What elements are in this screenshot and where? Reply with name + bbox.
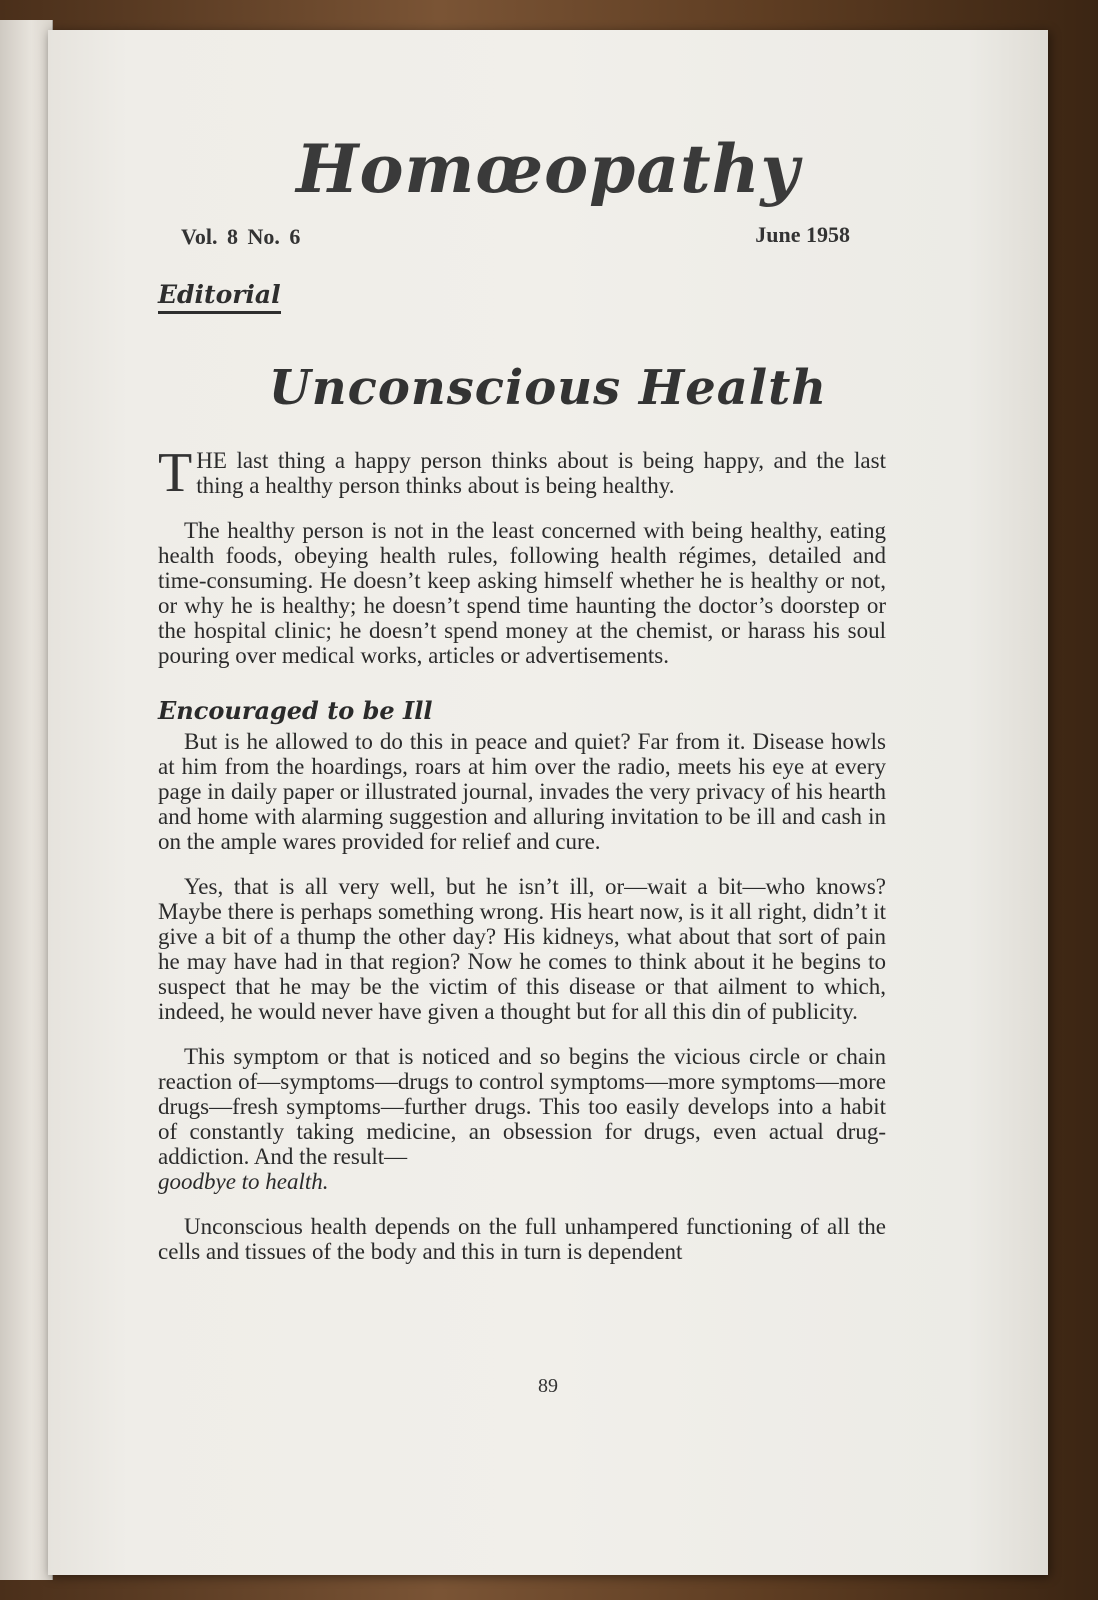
paragraph-5 — [158, 1044, 886, 1194]
paragraph-4: Yes, that is all very well, but he isn’t ill, or—wait a bit—who knows? Maybe there is perhaps something wrong. His heart now, is it all right, didn’t it give a bit of a thump the other day? His kidneys, what about that sort of pain he may have had in that region? Now he comes to think about it he begins to suspect that he may be the victim of this disease or that ailment to which, indeed, he would never have given a thought but for all this din of publicity. — [158, 874, 886, 1024]
subheading: Encouraged to be Ill — [158, 696, 433, 725]
issue-date: June 1958 — [755, 222, 850, 247]
paragraph-5-text: This symptom or that is noticed and so begins the vicious circle or chain reaction of—symptoms—drugs to control symptoms—more symptoms—more drugs—fresh symptoms—further drugs. This too easily develops into a habit of constantly taking medicine, an obsession for drugs, even actual drug-addiction. And the result— — [158, 1044, 886, 1169]
paragraph-1-text: HE last thing a happy person thinks about is being happy, and the last thing a healthy person thinks about is being healthy. — [196, 448, 886, 498]
paragraph-1 — [158, 442, 886, 504]
section-label: Editorial — [158, 280, 281, 314]
drop-cap: T — [158, 442, 193, 504]
paragraph-3: But is he allowed to do this in peace and quiet? Far from it. Disease howls at him from the hoardings, roars at him over the radio, meets his eye at every page in daily paper or illustrated journal, invades the very privacy of his hearth and home with alarming suggestion and alluring invitation to be ill and cash in on the ample wares provided for relief and cure. — [158, 729, 886, 854]
article-title: Unconscious Health — [268, 360, 828, 416]
article-body — [158, 442, 886, 1284]
issue-volume-number — [181, 224, 300, 250]
paragraph-6: Unconscious health depends on the full unhampered functioning of all the cells and tissues of the body and this in turn is dependent — [158, 1214, 886, 1264]
paragraph-2: The healthy person is not in the least concerned with being healthy, eating health foods, obeying health rules, following health régimes, detailed and time-consuming. He doesn’t keep asking himself whether he is healthy or not, or why he is healthy; he doesn’t spend time haunting the doctor’s doorstep or the hospital clinic; he doesn’t spend money at the chemist, or harass his soul pouring over medical works, articles or advertisements. — [158, 518, 886, 668]
volume: Vol. 8 — [181, 224, 238, 249]
masthead: Homœopathy — [296, 130, 800, 208]
magazine-page — [48, 30, 1048, 1575]
paragraph-5-italic: goodbye to health. — [158, 1169, 329, 1194]
facing-page-edge — [0, 20, 53, 1580]
page-number: 89 — [538, 1375, 558, 1397]
issue-number: No. 6 — [247, 224, 301, 249]
